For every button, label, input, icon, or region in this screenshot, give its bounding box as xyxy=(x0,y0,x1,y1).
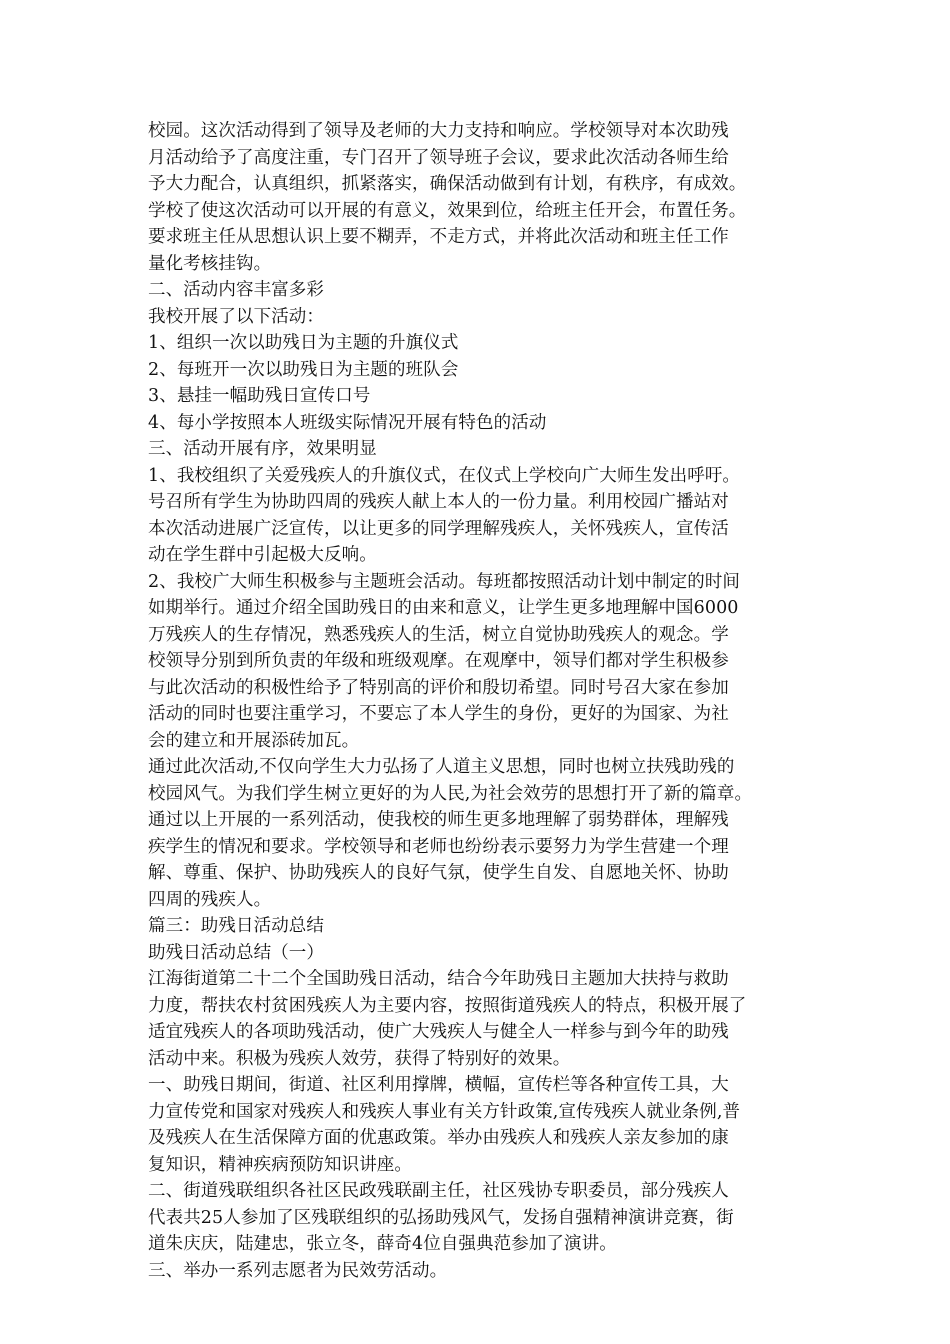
section-heading: 篇三：助残日活动总结 xyxy=(148,916,324,936)
section-heading: 助残日活动总结（一） xyxy=(148,942,324,963)
text-line: 校园。这次活动得到了领导及老师的大力支持和响应。学校领导对本次助残 xyxy=(148,121,729,141)
text-line: 万残疾人的生存情况，熟悉残疾人的生活，树立自觉协助残疾人的观念。学 xyxy=(148,624,729,645)
text-line: 号召所有学生为协助四周的残疾人献上本人的一份力量。利用校园广播站对 xyxy=(148,492,729,512)
text-line: 三、举办一系列志愿者为民效劳活动。 xyxy=(148,1260,448,1281)
text-line: 1、我校组织了关爱残疾人的升旗仪式，在仪式上学校向广大师生发出呼吁。 xyxy=(148,465,741,486)
section-heading: 三、活动开展有序，效果明显 xyxy=(148,439,377,459)
text-line: 力度，帮扶农村贫困残疾人为主要内容，按照街道残疾人的特点，积极开展了 xyxy=(148,995,747,1016)
text-line: 二、街道残联组织各社区民政残联副主任，社区残协专职委员，部分残疾人 xyxy=(148,1181,729,1201)
text-line: 道朱庆庆，陆建忠，张立冬，薛奇4位自强典范参加了演讲。 xyxy=(148,1234,617,1254)
text-line: 校园风气。为我们学生树立更好的为人民,为社会效劳的思想打开了新的篇章。 xyxy=(148,783,753,804)
text-line: 量化考核挂钩。 xyxy=(148,253,272,274)
text-line: 一、助残日期间，街道、社区利用撑牌，横幅，宣传栏等各种宣传工具，大 xyxy=(148,1075,729,1095)
text-line: 适宜残疾人的各项助残活动，使广大残疾人与健全人一样参与到今年的助残 xyxy=(148,1022,729,1042)
text-line: 通过此次活动,不仅向学生大力弘扬了人道主义思想，同时也树立扶残助残的 xyxy=(148,757,735,777)
text-line: 本次活动进展广泛宣传，以让更多的同学理解残疾人，关怀残疾人，宣传活 xyxy=(148,518,729,539)
list-item: 4、每小学按照本人班级实际情况开展有特色的活动 xyxy=(148,412,547,433)
text-line: 解、尊重、保护、协助残疾人的良好气氛，使学生自发、自愿地关怀、协助 xyxy=(148,863,729,883)
text-line: 学校了使这次活动可以开展的有意义，效果到位，给班主任开会，布置任务。 xyxy=(148,200,747,221)
list-item: 3、悬挂一幅助残日宣传口号 xyxy=(148,386,371,406)
text-line: 四周的残疾人。 xyxy=(148,889,272,910)
text-line: 2、我校广大师生积极参与主题班会活动。每班都按照活动计划中制定的时间 xyxy=(148,571,741,592)
text-line: 校领导分别到所负责的年级和班级观摩。在观摩中，领导们都对学生积极参 xyxy=(148,651,729,671)
text-line: 江海街道第二十二个全国助残日活动，结合今年助残日主题加大扶持与救助 xyxy=(148,969,729,989)
text-line: 通过以上开展的一系列活动，使我校的师生更多地理解了弱势群体，理解残 xyxy=(148,810,729,830)
text-line: 力宣传党和国家对残疾人和残疾人事业有关方针政策,宣传残疾人就业条例,普 xyxy=(148,1101,741,1122)
text-line: 与此次活动的积极性给予了特别高的评价和殷切希望。同时号召大家在参加 xyxy=(148,677,729,698)
section-heading: 二、活动内容丰富多彩 xyxy=(148,280,324,300)
text-line: 疾学生的情况和要求。学校领导和老师也纷纷表示要努力为学生营建一个理 xyxy=(148,836,729,857)
text-line: 我校开展了以下活动： xyxy=(148,306,324,327)
text-line: 活动的同时也要注重学习，不要忘了本人学生的身份，更好的为国家、为社 xyxy=(148,704,729,724)
list-item: 1、组织一次以助残日为主题的升旗仪式 xyxy=(148,333,459,353)
text-line: 会的建立和开展添砖加瓦。 xyxy=(148,730,360,751)
document-body xyxy=(148,118,808,1284)
text-line: 要求班主任从思想认识上要不糊弄，不走方式，并将此次活动和班主任工作 xyxy=(148,227,729,247)
text-line: 及残疾人在生活保障方面的优惠政策。举办由残疾人和残疾人亲友参加的康 xyxy=(148,1128,729,1148)
text-line: 动在学生群中引起极大反响。 xyxy=(148,545,377,565)
text-line: 如期举行。通过介绍全国助残日的由来和意义，让学生更多地理解中国6000 xyxy=(148,598,739,618)
text-line: 活动中来。积极为残疾人效劳，获得了特别好的效果。 xyxy=(148,1048,571,1069)
text-line: 予大力配合，认真组织，抓紧落实，确保活动做到有计划，有秩序，有成效。 xyxy=(148,174,747,194)
text-line: 复知识，精神疾病预防知识讲座。 xyxy=(148,1154,412,1175)
list-item: 2、每班开一次以助残日为主题的班队会 xyxy=(148,359,459,380)
text-line: 代表共25人参加了区残联组织的弘扬助残风气，发扬自强精神演讲竞赛，街 xyxy=(148,1207,734,1228)
text-line: 月活动给予了高度注重，专门召开了领导班子会议，要求此次活动各师生给 xyxy=(148,147,729,168)
